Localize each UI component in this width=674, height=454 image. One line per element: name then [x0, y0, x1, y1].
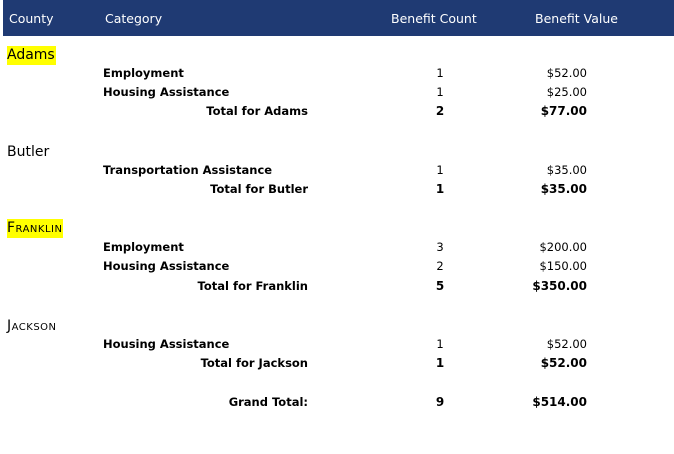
subtotal-value: $77.00 — [540, 104, 587, 118]
table-header — [3, 0, 674, 36]
subtotal-label: Total for Adams — [206, 104, 308, 118]
category-cell: Housing Assistance — [103, 337, 230, 351]
value-cell: $150.00 — [539, 259, 587, 273]
grand-total-count: 9 — [435, 395, 445, 409]
count-cell: 1 — [436, 66, 444, 80]
count-cell: 1 — [436, 337, 444, 351]
count-cell: 1 — [436, 85, 444, 99]
subtotal-label: Total for Franklin — [197, 279, 308, 293]
column-header-category[interactable]: Category — [105, 11, 163, 26]
column-header-county[interactable]: County — [9, 11, 54, 26]
subtotal-count: 1 — [435, 182, 445, 196]
subtotal-value: $350.00 — [532, 279, 587, 293]
value-cell: $52.00 — [546, 337, 587, 351]
category-cell: Housing Assistance — [103, 259, 230, 273]
value-cell: $52.00 — [546, 66, 587, 80]
county-name-jackson: Jackson — [7, 318, 57, 334]
category-cell: Transportation Assistance — [103, 163, 273, 177]
value-cell: $35.00 — [546, 163, 587, 177]
grand-total-label: Grand Total: — [228, 395, 308, 409]
value-cell: $200.00 — [539, 240, 587, 254]
county-name-adams: Adams — [7, 47, 55, 63]
subtotal-label: Total for Jackson — [200, 356, 308, 370]
value-cell: $25.00 — [546, 85, 587, 99]
category-cell: Housing Assistance — [103, 85, 230, 99]
category-cell: Employment — [103, 240, 184, 254]
grand-total-value: $514.00 — [532, 395, 587, 409]
county-name-franklin: Franklin — [7, 220, 63, 236]
subtotal-count: 2 — [435, 104, 445, 118]
category-cell: Employment — [103, 66, 184, 80]
subtotal-value: $52.00 — [540, 356, 587, 370]
column-header-benefit-value[interactable]: Benefit Value — [535, 11, 618, 26]
subtotal-label: Total for Butler — [210, 182, 308, 196]
count-cell: 2 — [436, 259, 444, 273]
count-cell: 1 — [436, 163, 444, 177]
subtotal-value: $35.00 — [540, 182, 587, 196]
county-name-butler: Butler — [7, 144, 50, 160]
column-header-benefit-count[interactable]: Benefit Count — [391, 11, 477, 26]
subtotal-count: 5 — [435, 279, 445, 293]
count-cell: 3 — [436, 240, 444, 254]
subtotal-count: 1 — [435, 356, 445, 370]
